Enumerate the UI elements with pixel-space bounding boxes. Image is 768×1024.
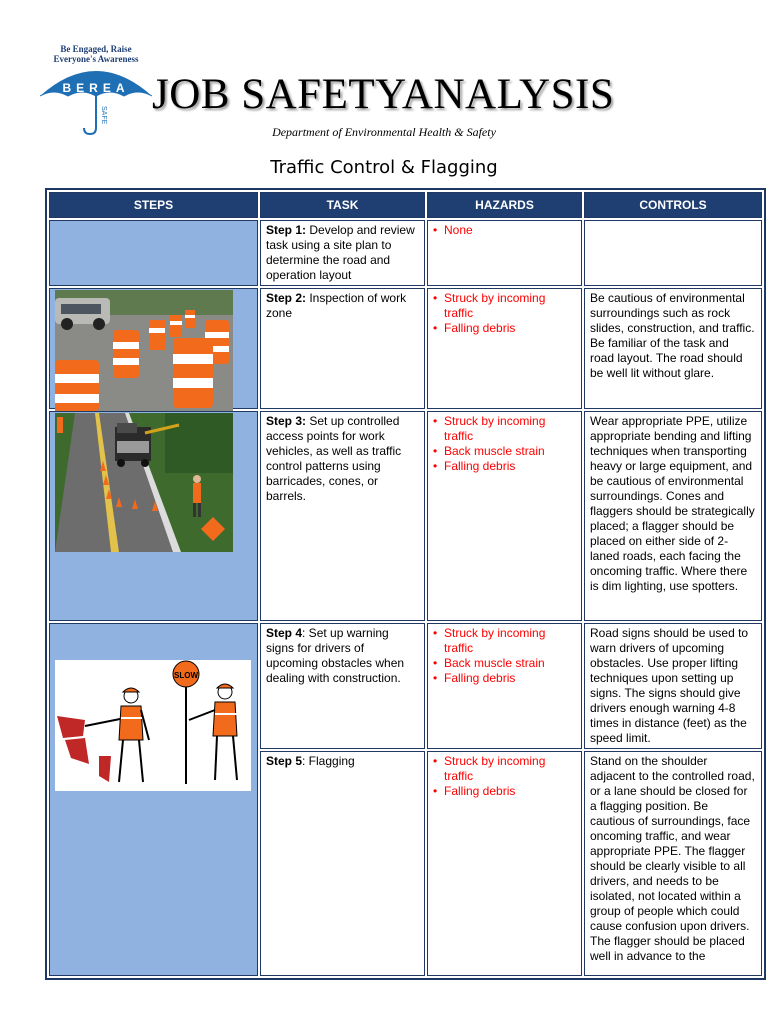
photo-traffic-barrels (55, 290, 233, 411)
slow-sign-text: SLOW (174, 671, 198, 680)
hazard-item: • Struck by incoming traffic (433, 626, 576, 656)
controls-cell: Wear appropriate PPE, utilize appropriate bending and lifting techniques when transporting heavy or large equipment, and be cautious of environmental surroundings. Cones and flaggers should be strategically placed; a flagger should be placed on either side of 2-laned roads, each facing the oncoming traffic. Where there is dim lighting, use spotters. (584, 411, 762, 621)
hazard-item: • Back muscle strain (433, 656, 576, 671)
controls-cell (584, 220, 762, 286)
hazard-item: • Back muscle strain (433, 444, 576, 459)
steps-cell (49, 623, 258, 976)
logo-tagline-1: Be Engaged, Raise (60, 44, 132, 54)
hazard-item: • Struck by incoming traffic (433, 754, 576, 784)
table-header-row (49, 192, 762, 218)
table-row (49, 220, 762, 286)
task-text: : Flagging (302, 754, 355, 768)
controls-cell: Be cautious of environmental surroundings such as rock slides, construction, and traffic. Be familiar of the task and road layout. The road should be well lit without glare. (584, 288, 762, 409)
steps-cell (49, 220, 258, 286)
step-label: Step 1: (266, 223, 307, 237)
hazard-item: • Struck by incoming traffic (433, 291, 576, 321)
task-cell (260, 623, 425, 749)
hazard-item: • Struck by incoming traffic (433, 414, 576, 444)
task-text: Set up controlled access points for work vehicles, as well as traffic control patterns using barricades, cones, or barrels. (266, 414, 402, 503)
photo-road-work-zone (55, 413, 233, 552)
task-text: : Set up warning signs for drivers of upcoming obstacles when dealing with construction. (266, 626, 405, 685)
step-label: Step 5 (266, 754, 303, 768)
flagger-illustration (55, 660, 251, 791)
hazards-cell (427, 220, 582, 286)
step-label: Step 4 (266, 626, 303, 640)
logo-safe-text: SAFE (100, 106, 107, 125)
hazards-cell (427, 751, 582, 976)
column-header-hazards: HAZARDS (427, 192, 582, 218)
hazard-item: • None (433, 223, 576, 238)
table-row (49, 288, 762, 409)
task-cell (260, 288, 425, 409)
column-header-task: TASK (260, 192, 425, 218)
controls-cell: Stand on the shoulder adjacent to the controlled road, or a lane should be closed for a flagging position. Be cautious of surroundings, face oncoming traffic, and wear appropriate PPE. The flagger should be clearly visible to all drivers, and needs to be isolated, not located within a group of people which could cause confusion upon drivers. The flagger should be placed well in advance to the (584, 751, 762, 976)
hazard-item: • Falling debris (433, 459, 576, 474)
hazards-cell (427, 288, 582, 409)
task-text: Inspection of work zone (266, 291, 407, 320)
task-cell (260, 220, 425, 286)
table-row (49, 411, 762, 621)
logo-word: BEREA (62, 81, 130, 95)
steps-cell (49, 288, 258, 409)
department-name: Department of Environmental Health & Safety (272, 125, 496, 139)
jsa-table (45, 188, 766, 980)
column-header-controls: CONTROLS (584, 192, 762, 218)
controls-cell: Road signs should be used to warn drivers of upcoming obstacles. Use proper lifting techniques upon setting up signs. The signs should give drivers enough warning 4-8 times in distance (feet) as the speed limit. (584, 623, 762, 749)
table-row (49, 623, 762, 749)
task-cell (260, 751, 425, 976)
page-title: JOB SAFETYANALYSIS (152, 71, 615, 118)
hazards-cell (427, 411, 582, 621)
logo-tagline-2: Everyone's Awareness (53, 54, 139, 64)
step-label: Step 3: (266, 414, 307, 428)
step-label: Step 2: (266, 291, 307, 305)
column-header-steps: STEPS (49, 192, 258, 218)
hazards-cell (427, 623, 582, 749)
steps-cell (49, 411, 258, 621)
task-cell (260, 411, 425, 621)
task-text: Develop and review task using a site plan to determine the road and operation layout (266, 223, 415, 282)
hazard-item: • Falling debris (433, 671, 576, 686)
berea-safety-logo (34, 40, 158, 136)
hazard-item: • Falling debris (433, 784, 576, 799)
document-subtitle: Traffic Control & Flagging (270, 157, 498, 178)
hazard-item: • Falling debris (433, 321, 576, 336)
